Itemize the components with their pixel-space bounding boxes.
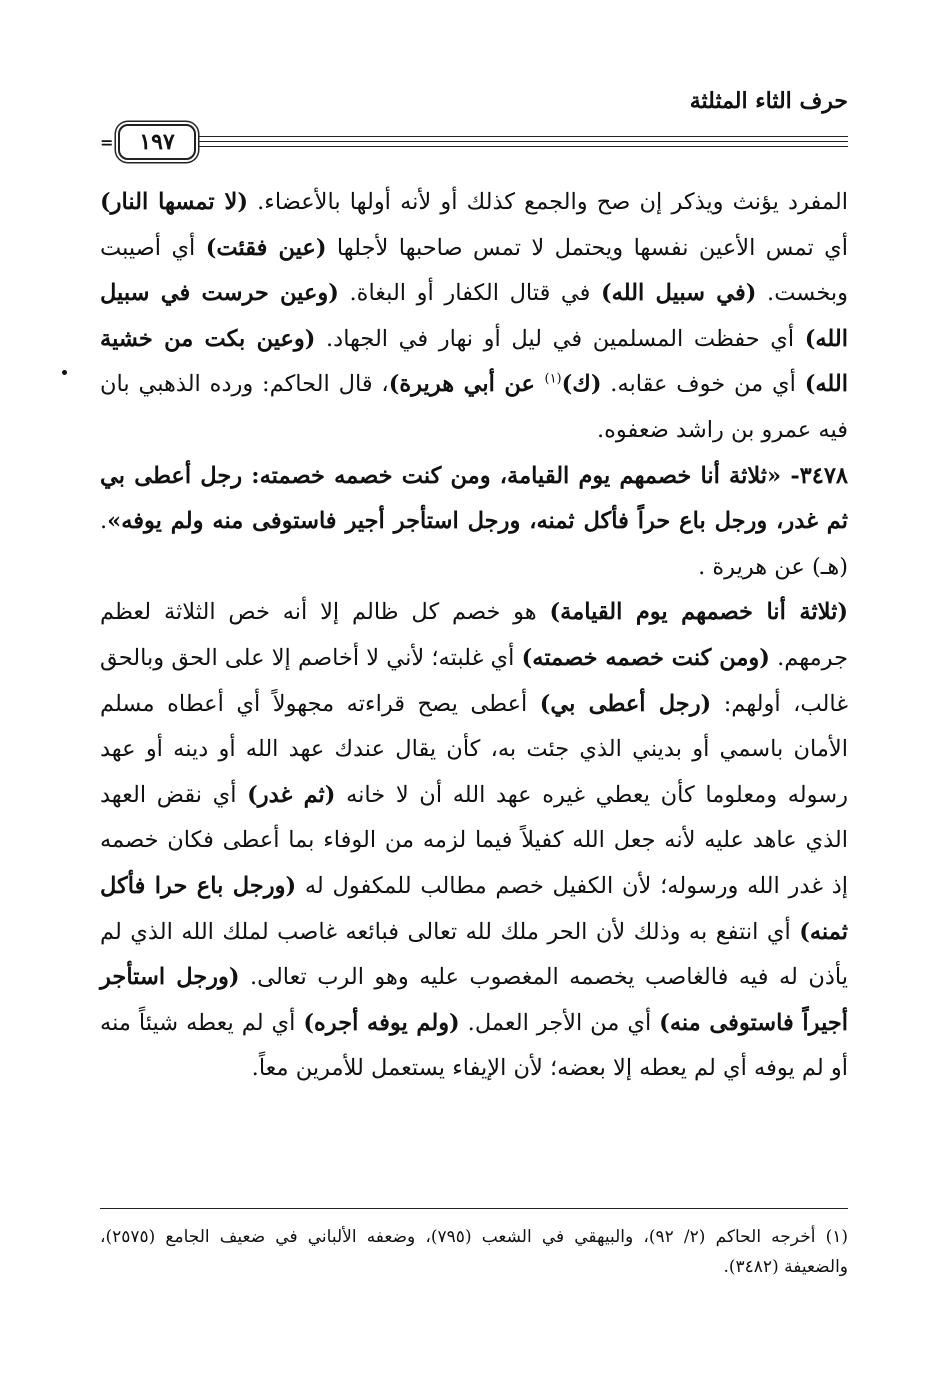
page-number: ١٩٧: [118, 124, 196, 160]
header-rule-line: [198, 141, 848, 142]
quoted-phrase: (ثم غدر): [247, 781, 336, 808]
quoted-phrase: (ثلاثة أنا خصمهم يوم القيامة): [549, 599, 848, 626]
quoted-phrase: (في سبيل الله): [601, 280, 757, 307]
quoted-phrase: (عين فقئت): [205, 234, 327, 261]
hadith-source: . (هـ) عن هريرة .: [100, 508, 848, 580]
hadith-number: ٣٤٧٨-: [781, 462, 849, 489]
header-rule-line: [198, 136, 848, 137]
hadith-text: «ثلاثة أنا خصمهم يوم القيامة، ومن كنت خصمه خصمته: رجل أعطى بي ثم غدر، ورجل باع حراً فأكل ثمنه، ورجل استأجر أجير فاستوفى منه ولم يوفه»: [100, 462, 848, 535]
quoted-phrase: (ورجل استأجر أجيراً فاستوفى منه): [100, 964, 849, 1036]
quoted-phrase: (ومن كنت خصمه خصمته): [521, 644, 770, 671]
quoted-phrase: (لا تمسها النار): [100, 189, 248, 215]
footnote-ref: (١): [544, 371, 562, 387]
main-text: [100, 180, 848, 1092]
text-run: أي انتفع به وذلك لأن الحر ملك لله تعالى فبائعه غاصب لملك الله الذي لم يأذن له فيه فالغاصب يخصمه المغصوب عليه وهو الرب تعالى.: [100, 918, 848, 991]
text-run: أعطى يصح قراءته مجهولاً أي أعطاه مسلم الأمان باسمي أو بديني الذي جئت به، كأن يقال عندك عهد الله أو دينه أو عهد رسوله ومعلوما كأن يعطي غيره عهد الله أن لا خانه: [100, 690, 848, 808]
text-run: هو خصم كل ظالم إلا أنه خص الثلاثة لعظم جرمهم.: [100, 599, 849, 671]
footnote: (١) أخرجه الحاكم (٢/ ٩٢)، والبيهقي في الشعب (٧٩٥)، وضعفه الألباني في ضعيف الجامع (٢٥٧٥)، والضعيفة (٣٤٨٢).: [100, 1227, 848, 1277]
header-rule: [100, 128, 848, 168]
text-run: أي لم يعطه شيئاً منه أو لم يوفه أي لم يعطه إلا بعضه؛ لأن الإيفاء يستعمل للأمرين معاً.: [100, 1009, 848, 1082]
text-run: أي أصيبت وبخست.: [100, 234, 849, 307]
quoted-phrase: (رجل أعطى بي): [539, 690, 712, 717]
text-run: في قتال الكفار أو البغاة.: [338, 280, 602, 307]
text-run: أي من خوف عقابه.: [601, 371, 805, 398]
footnote-separator: [100, 1208, 848, 1209]
page-mark: =: [100, 133, 114, 152]
source-code: (ك): [561, 371, 602, 398]
text-run: ، قال الحاكم: ورده الذهبي بان فيه عمرو بن راشد ضعفوه.: [100, 371, 848, 443]
narrator: عن أبي هريرة): [388, 371, 545, 398]
quoted-phrase: (وعين بكت من خشية الله): [100, 325, 848, 398]
commentary-paragraph: [100, 180, 848, 454]
text-run: أي من الأجر العمل.: [459, 1009, 660, 1036]
text-run: المفرد يؤنث ويذكر إن صح والجمع كذلك أو لأنه أولها بالأعضاء.: [247, 189, 848, 215]
quoted-phrase: (ولم يوفه أجره): [303, 1009, 460, 1036]
hadith-entry: [100, 454, 848, 591]
quoted-phrase: (ورجل باع حرا فأكل ثمنه): [100, 872, 848, 945]
text-run: أي نقض العهد الذي عاهد عليه لأنه جعل الله كفيلاً فيما لزمه من الوفاء بما أعطى فكان خصمه إذ غدر الله ورسوله؛ لأن الكفيل خصم مطالب للمكفول له: [100, 781, 848, 899]
running-title: حرف الثاء المثلثة: [689, 88, 848, 114]
stray-dot: [62, 370, 67, 375]
quoted-phrase: (وعين حرست في سبيل الله): [100, 280, 848, 352]
commentary-paragraph: [100, 590, 848, 1092]
text-run: أي تمس الأعين نفسها ويحتمل لا تمس صاحبها لأجلها: [326, 234, 848, 261]
header-rule-line: [198, 146, 848, 147]
text-run: أي حفظت المسلمين في ليل أو نهار في الجهاد.: [315, 325, 805, 352]
text-run: أي غلبته؛ لأني لا أخاصم إلا على الحق وبالحق غالب، أولهم:: [100, 644, 848, 717]
